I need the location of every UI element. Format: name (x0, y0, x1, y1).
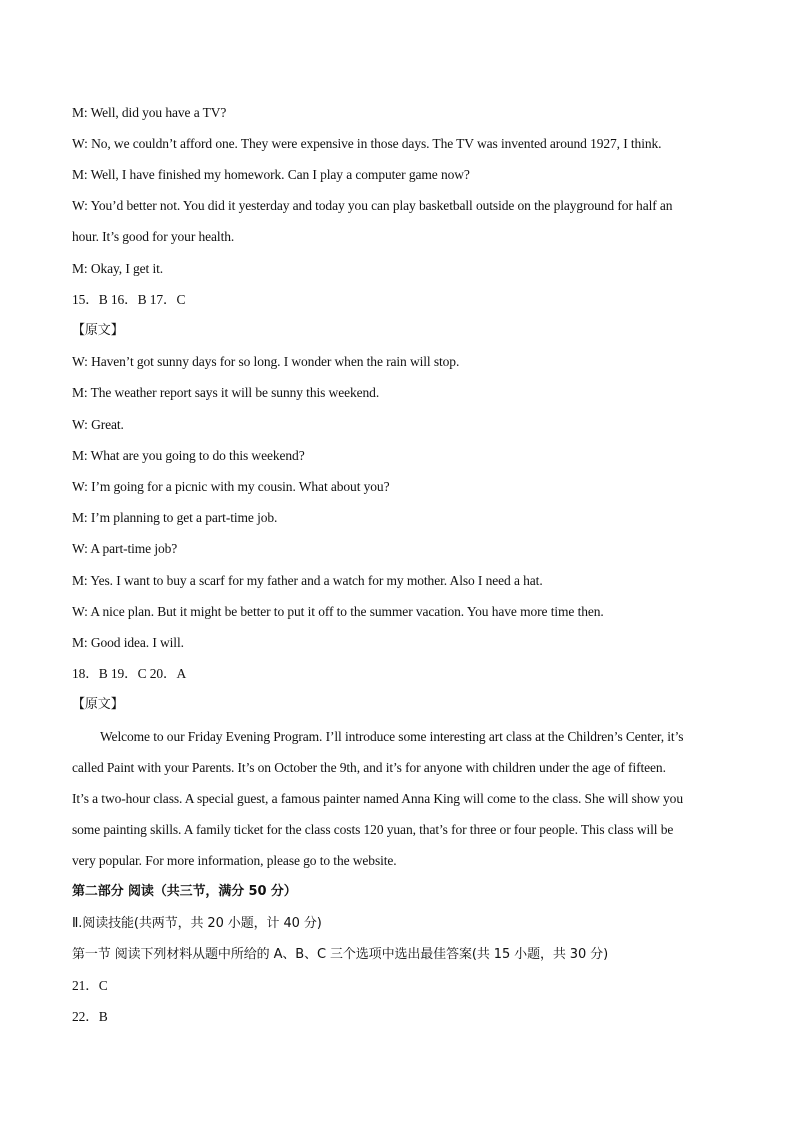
section-label-original-text: 【原文】 (72, 697, 124, 712)
paragraph-line: very popular. For more information, please go to the website. (72, 853, 397, 868)
answer-line: 15．B 16．B 17．C (72, 292, 186, 307)
dialogue-line: M: The weather report says it will be sunny this weekend. (72, 385, 380, 400)
dialogue-line: W: A part-time job? (72, 541, 178, 556)
dialogue-line: M: Well, I have finished my homework. Can I play a computer game now? (72, 167, 470, 182)
subsection-heading: Ⅱ.阅读技能(共两节，共 20 小题，计 40 分) (72, 916, 322, 931)
dialogue-line: M: What are you going to do this weekend? (72, 448, 305, 463)
section-heading: 第二部分 阅读（共三节，满分 50 分） (72, 884, 297, 899)
dialogue-line: W: A nice plan. But it might be better to put it off to the summer vacation. You have more time then. (72, 604, 604, 619)
dialogue-line: hour. It’s good for your health. (72, 229, 235, 244)
instruction-line: 第一节 阅读下列材料从题中所给的 A、B、C 三个选项中选出最佳答案(共 15 小题，共 30 分) (72, 947, 609, 962)
dialogue-line: M: Good idea. I will. (72, 635, 184, 650)
dialogue-line: W: Great. (72, 417, 124, 432)
paragraph-line: It’s a two-hour class. A special guest, a famous painter named Anna King will come to the class. She will show you (72, 791, 683, 806)
dialogue-line: W: Haven’t got sunny days for so long. I wonder when the rain will stop. (72, 354, 460, 369)
dialogue-line: M: Okay, I get it. (72, 261, 164, 276)
dialogue-line: M: I’m planning to get a part-time job. (72, 510, 278, 525)
paragraph-line: Welcome to our Friday Evening Program. I’ll introduce some interesting art class at the Children’s Center, it’s (100, 729, 684, 744)
dialogue-line: M: Well, did you have a TV? (72, 105, 227, 120)
dialogue-line: W: No, we couldn’t afford one. They were expensive in those days. The TV was invented around 1927, I think. (72, 136, 662, 151)
dialogue-line: W: I’m going for a picnic with my cousin. What about you? (72, 479, 390, 494)
dialogue-line: W: You’d better not. You did it yesterday and today you can play basketball outside on the playground for half an (72, 198, 673, 213)
answer-line: 21．C (72, 978, 108, 993)
section-label-original-text: 【原文】 (72, 323, 124, 338)
answer-line: 18．B 19．C 20．A (72, 666, 187, 681)
answer-line: 22．B (72, 1009, 108, 1024)
paragraph-line: some painting skills. A family ticket for the class costs 120 yuan, that’s for three or four people. This class will be (72, 822, 674, 837)
paragraph-line: called Paint with your Parents. It’s on October the 9th, and it’s for anyone with children under the age of fifteen. (72, 760, 666, 775)
dialogue-line: M: Yes. I want to buy a scarf for my father and a watch for my mother. Also I need a hat. (72, 573, 543, 588)
